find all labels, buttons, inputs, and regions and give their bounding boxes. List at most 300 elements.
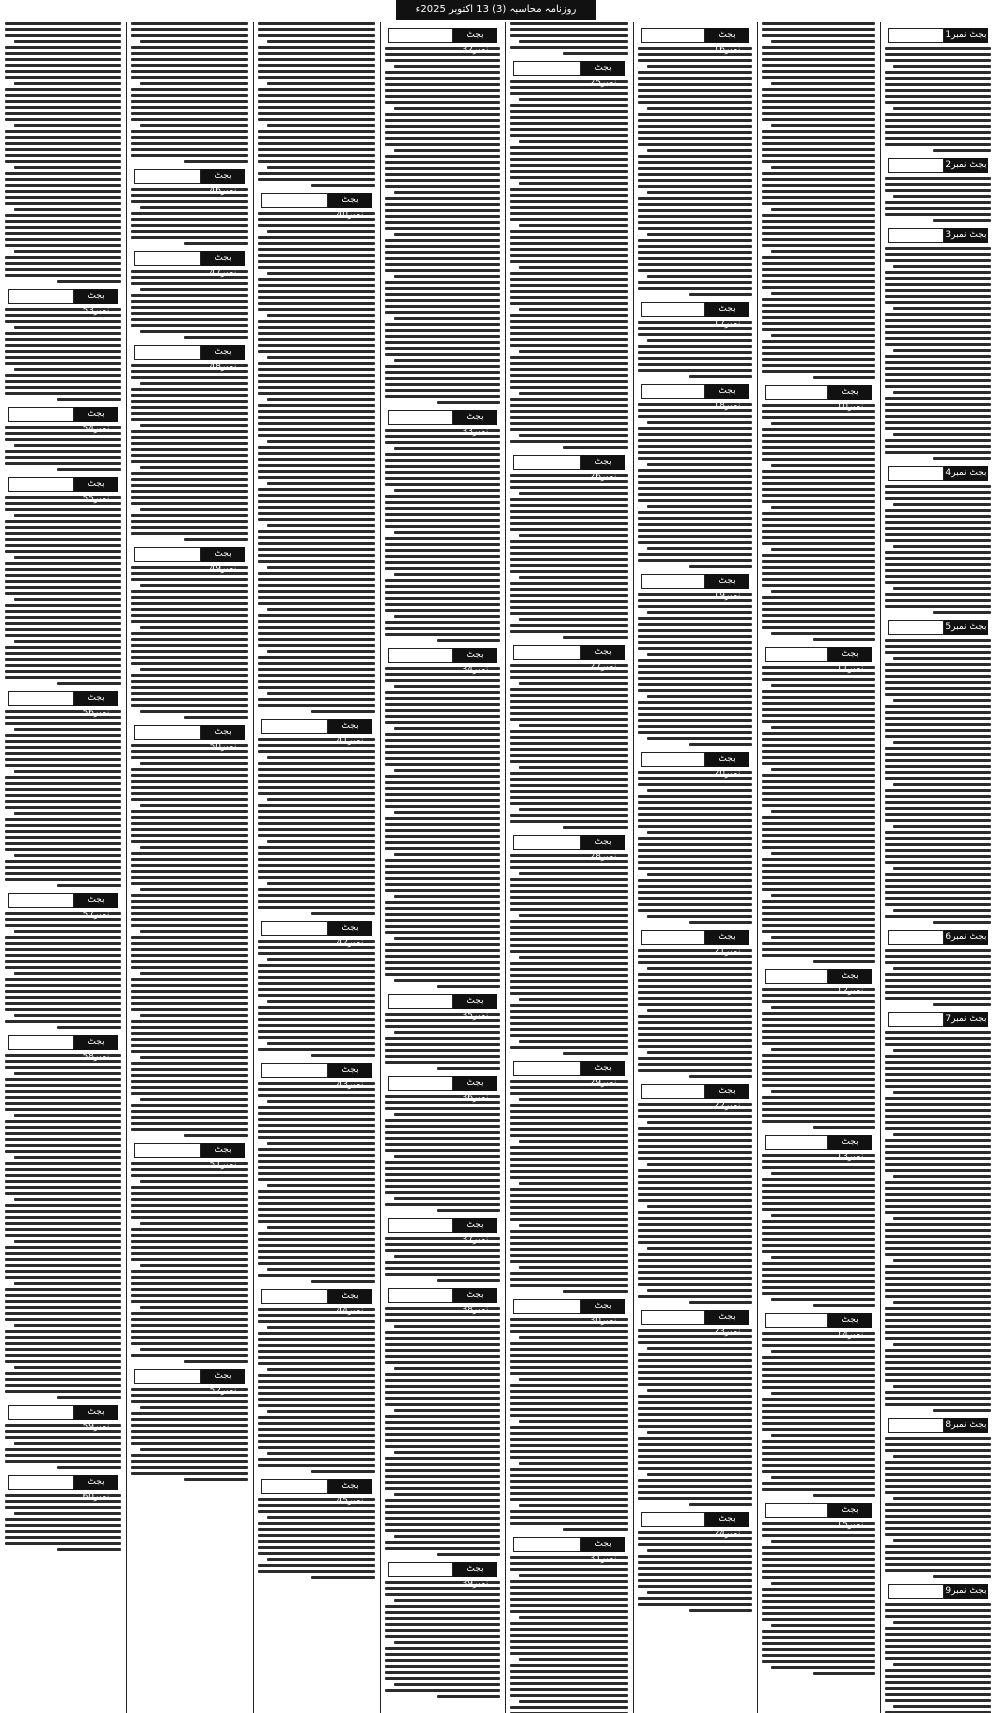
text-line xyxy=(638,493,752,496)
article-body xyxy=(507,22,631,55)
text-line xyxy=(638,1015,752,1018)
text-line xyxy=(5,1084,121,1087)
article-body xyxy=(382,47,503,404)
text-line xyxy=(5,88,121,91)
text-line xyxy=(267,1100,375,1103)
text-line xyxy=(5,1222,121,1225)
text-line xyxy=(131,400,248,403)
text-line xyxy=(771,166,875,169)
section xyxy=(2,893,124,1029)
text-line xyxy=(437,1067,500,1070)
text-line xyxy=(385,1457,500,1460)
text-line xyxy=(385,1605,500,1608)
text-line xyxy=(5,954,121,957)
text-line xyxy=(893,107,991,110)
text-line xyxy=(689,1075,752,1078)
text-line xyxy=(385,787,500,790)
text-line xyxy=(258,100,375,103)
text-line xyxy=(762,70,875,73)
heading-frame xyxy=(8,477,74,492)
text-line xyxy=(885,373,991,376)
text-line xyxy=(385,101,500,104)
text-line xyxy=(385,329,500,332)
text-line xyxy=(762,500,875,503)
text-line xyxy=(5,866,121,869)
section-heading xyxy=(8,893,118,920)
text-line xyxy=(510,110,628,113)
section-heading xyxy=(8,1405,118,1432)
newspaper-date-header xyxy=(396,0,596,20)
text-line xyxy=(638,855,752,858)
article-body xyxy=(507,1318,631,1531)
section xyxy=(635,1310,755,1506)
text-line xyxy=(258,266,375,269)
text-line xyxy=(885,663,991,666)
article-body xyxy=(128,22,251,163)
text-line xyxy=(131,1466,248,1469)
text-line xyxy=(813,1304,875,1307)
text-line xyxy=(140,382,248,385)
text-line xyxy=(267,524,375,527)
heading-frame xyxy=(8,691,74,706)
article-body xyxy=(882,47,994,152)
text-line xyxy=(885,415,991,418)
text-line xyxy=(258,686,375,689)
text-line xyxy=(510,760,628,763)
text-line xyxy=(762,1636,875,1639)
section-number-label: بجٹ نمبر22 xyxy=(705,1084,749,1099)
text-line xyxy=(638,1603,752,1606)
text-line xyxy=(258,976,375,979)
text-line xyxy=(258,386,375,389)
text-line xyxy=(762,160,875,163)
text-line xyxy=(131,1092,248,1095)
text-line xyxy=(893,1091,991,1094)
text-line xyxy=(762,1594,875,1597)
text-line xyxy=(885,277,991,280)
text-line xyxy=(885,1073,991,1076)
text-line xyxy=(762,1356,875,1359)
text-line xyxy=(510,1134,628,1137)
text-line xyxy=(885,855,991,858)
text-line xyxy=(14,82,121,85)
text-line xyxy=(638,1277,752,1280)
text-line xyxy=(258,1534,375,1537)
text-line xyxy=(885,497,991,500)
text-line xyxy=(394,979,500,982)
text-line xyxy=(519,182,628,185)
text-line xyxy=(762,512,875,515)
text-line xyxy=(638,1597,752,1600)
text-line xyxy=(771,1350,875,1353)
text-line xyxy=(131,1276,248,1279)
text-line xyxy=(5,652,121,655)
text-line xyxy=(510,1152,628,1155)
text-line xyxy=(510,146,628,149)
text-line xyxy=(258,470,375,473)
text-line xyxy=(762,1410,875,1413)
text-line xyxy=(385,1677,500,1680)
text-line xyxy=(638,635,752,638)
text-line xyxy=(885,421,991,424)
text-line xyxy=(885,367,991,370)
text-line xyxy=(5,52,121,55)
text-line xyxy=(510,1432,628,1435)
text-line xyxy=(5,238,121,241)
text-line xyxy=(510,1128,628,1131)
text-line xyxy=(510,1694,628,1697)
text-line xyxy=(885,961,991,964)
text-line xyxy=(893,1497,991,1500)
text-line xyxy=(638,1283,752,1286)
section xyxy=(635,574,755,746)
text-line xyxy=(638,701,752,704)
text-line xyxy=(510,1522,628,1525)
text-line xyxy=(267,650,375,653)
section-heading xyxy=(765,385,872,412)
text-line xyxy=(131,230,248,233)
text-line xyxy=(385,383,500,386)
text-line xyxy=(385,125,500,128)
text-line xyxy=(638,1193,752,1196)
text-line xyxy=(885,1253,991,1256)
text-line xyxy=(762,28,875,31)
text-line xyxy=(771,632,875,635)
text-line xyxy=(5,806,121,809)
text-line xyxy=(638,909,752,912)
text-line xyxy=(638,725,752,728)
text-line xyxy=(689,375,752,378)
text-line xyxy=(131,76,248,79)
text-line xyxy=(140,1056,248,1059)
text-line xyxy=(258,344,375,347)
text-line xyxy=(131,1270,248,1273)
text-line xyxy=(385,829,500,832)
text-line xyxy=(131,828,248,831)
text-line xyxy=(885,301,991,304)
text-line xyxy=(258,894,375,897)
text-line xyxy=(385,113,500,116)
section-number-label: بجٹ نمبر57 xyxy=(74,893,118,908)
text-line xyxy=(510,1652,628,1655)
text-line xyxy=(311,710,375,713)
text-line xyxy=(57,682,121,685)
text-line xyxy=(131,638,248,641)
text-line xyxy=(258,1190,375,1193)
text-line xyxy=(385,1173,500,1176)
text-line xyxy=(885,1367,991,1370)
text-line xyxy=(762,172,875,175)
text-line xyxy=(131,852,248,855)
section-number-label: بجٹ نمبر23 xyxy=(705,1310,749,1325)
text-line xyxy=(762,1612,875,1615)
text-line xyxy=(5,978,121,981)
section-heading xyxy=(888,158,988,173)
section-number-label: بجٹ نمبر18 xyxy=(705,384,749,399)
text-line xyxy=(131,436,248,439)
text-line xyxy=(885,1639,991,1642)
section-number-label: بجٹ نمبر36 xyxy=(453,1076,497,1091)
text-line xyxy=(258,260,375,263)
text-line xyxy=(762,918,875,921)
text-line xyxy=(131,148,248,151)
section xyxy=(507,645,631,829)
text-line xyxy=(638,1479,752,1482)
text-line xyxy=(5,676,121,679)
heading-frame xyxy=(888,1012,944,1027)
text-line xyxy=(131,1312,248,1315)
text-line xyxy=(510,600,628,603)
text-line xyxy=(885,1397,991,1400)
text-line xyxy=(385,1161,500,1164)
text-line xyxy=(519,1378,628,1381)
text-line xyxy=(762,476,875,479)
text-line xyxy=(762,738,875,741)
section-number-label: بجٹ نمبر60 xyxy=(74,1475,118,1490)
section xyxy=(255,1063,378,1283)
text-line xyxy=(762,1660,875,1663)
text-line xyxy=(510,796,628,799)
text-line xyxy=(885,687,991,690)
text-line xyxy=(258,1350,375,1353)
section xyxy=(128,251,251,339)
text-line xyxy=(140,972,248,975)
text-line xyxy=(638,713,752,716)
text-line xyxy=(510,570,628,573)
text-line xyxy=(762,1280,875,1283)
text-line xyxy=(5,990,121,993)
text-line xyxy=(385,119,500,122)
text-line xyxy=(638,1069,752,1072)
text-line xyxy=(647,421,752,424)
text-line xyxy=(762,678,875,681)
section xyxy=(2,407,124,471)
text-line xyxy=(762,106,875,109)
text-line xyxy=(885,1449,991,1452)
section-number-label: بجٹ نمبر31 xyxy=(581,1537,625,1552)
text-line xyxy=(385,89,500,92)
text-line xyxy=(5,1180,121,1183)
text-line xyxy=(885,789,991,792)
text-line xyxy=(762,286,875,289)
text-line xyxy=(131,906,248,909)
text-line xyxy=(638,439,752,442)
section-heading xyxy=(765,1313,872,1340)
text-line xyxy=(258,1428,375,1431)
text-line xyxy=(885,675,991,678)
text-line xyxy=(510,332,628,335)
text-line xyxy=(510,1450,628,1453)
article-body xyxy=(507,80,631,449)
text-line xyxy=(885,1271,991,1274)
text-line xyxy=(638,1241,752,1244)
text-line xyxy=(762,446,875,449)
text-line xyxy=(385,697,500,700)
section-number-label: بجٹ نمبر35 xyxy=(453,994,497,1009)
section-number-label: بجٹ نمبر14 xyxy=(828,1313,872,1328)
text-line xyxy=(258,350,375,353)
text-line xyxy=(258,988,375,991)
text-line xyxy=(5,1524,121,1527)
text-line xyxy=(893,1301,991,1304)
text-line xyxy=(5,936,121,939)
text-line xyxy=(771,852,875,855)
text-line xyxy=(933,1409,991,1412)
text-line xyxy=(385,1523,500,1526)
text-line xyxy=(885,813,991,816)
section-heading xyxy=(388,1562,497,1589)
text-line xyxy=(5,634,121,637)
text-line xyxy=(885,1693,991,1696)
text-line xyxy=(311,1280,375,1283)
text-line xyxy=(140,1222,248,1225)
text-line xyxy=(762,46,875,49)
text-line xyxy=(638,1033,752,1036)
text-line xyxy=(385,1167,500,1170)
section-number-label: بجٹ نمبر49 xyxy=(201,547,245,562)
text-line xyxy=(638,1259,752,1262)
text-line xyxy=(258,106,375,109)
text-line xyxy=(510,260,628,263)
section-heading xyxy=(8,691,118,718)
section xyxy=(255,921,378,1057)
section-number-label: بجٹ نمبر11 xyxy=(828,647,872,662)
article-body xyxy=(255,1308,378,1473)
text-line xyxy=(5,830,121,833)
text-line xyxy=(762,1096,875,1099)
text-line xyxy=(385,1125,500,1128)
text-line xyxy=(762,76,875,79)
text-line xyxy=(385,1469,500,1472)
section-heading xyxy=(8,477,118,504)
section-number-label: بجٹ نمبر43 xyxy=(328,1063,372,1078)
text-line xyxy=(258,572,375,575)
text-line xyxy=(510,718,628,721)
text-line xyxy=(258,1570,375,1573)
text-line xyxy=(258,284,375,287)
text-line xyxy=(5,520,121,523)
text-line xyxy=(762,470,875,473)
text-line xyxy=(885,1443,991,1446)
text-line xyxy=(5,610,121,613)
text-line xyxy=(5,332,121,335)
text-line xyxy=(385,347,500,350)
text-line xyxy=(258,94,375,97)
text-line xyxy=(510,878,628,881)
text-line xyxy=(258,464,375,467)
text-line xyxy=(885,101,991,104)
section xyxy=(255,1479,378,1579)
article-body xyxy=(882,1437,994,1578)
text-line xyxy=(638,861,752,864)
article-body xyxy=(2,1054,124,1399)
text-line xyxy=(258,614,375,617)
text-line xyxy=(131,692,248,695)
text-line xyxy=(638,1265,752,1268)
text-line xyxy=(5,562,121,565)
text-line xyxy=(638,1419,752,1422)
text-line xyxy=(5,842,121,845)
text-line xyxy=(885,1151,991,1154)
text-line xyxy=(510,158,628,161)
text-line xyxy=(131,948,248,951)
text-line xyxy=(689,293,752,296)
text-line xyxy=(771,82,875,85)
text-line xyxy=(258,1160,375,1163)
text-line xyxy=(258,680,375,683)
text-line xyxy=(385,1143,500,1146)
text-line xyxy=(510,278,628,281)
text-line xyxy=(510,422,628,425)
text-line xyxy=(510,748,628,751)
text-line xyxy=(762,1018,875,1021)
text-line xyxy=(885,753,991,756)
text-line xyxy=(258,1274,375,1277)
text-line xyxy=(510,676,628,679)
text-line xyxy=(893,1175,991,1178)
text-line xyxy=(5,462,121,465)
text-line xyxy=(131,1210,248,1213)
text-line xyxy=(5,244,121,247)
text-line xyxy=(638,469,752,472)
text-line xyxy=(140,330,248,333)
text-line xyxy=(519,766,628,769)
text-line xyxy=(385,1511,500,1514)
text-line xyxy=(762,714,875,717)
text-line xyxy=(510,814,628,817)
text-line xyxy=(510,128,628,131)
text-line xyxy=(131,454,248,457)
text-line xyxy=(394,107,500,110)
text-line xyxy=(385,591,500,594)
section-heading xyxy=(888,620,988,635)
column-divider xyxy=(880,22,881,1713)
text-line xyxy=(510,1016,628,1019)
text-line xyxy=(638,605,752,608)
text-line xyxy=(5,1096,121,1099)
text-line xyxy=(813,376,875,379)
text-line xyxy=(5,1204,121,1207)
text-line xyxy=(5,1126,121,1129)
text-line xyxy=(885,831,991,834)
text-line xyxy=(762,1380,875,1383)
text-line xyxy=(771,250,875,253)
text-line xyxy=(385,77,500,80)
text-line xyxy=(131,1020,248,1023)
text-line xyxy=(885,1211,991,1214)
text-line xyxy=(5,758,121,761)
heading-frame xyxy=(134,345,201,360)
text-line xyxy=(131,418,248,421)
text-line xyxy=(267,166,375,169)
text-line xyxy=(762,1286,875,1289)
text-line xyxy=(771,548,875,551)
section xyxy=(382,994,503,1070)
text-line xyxy=(385,1349,500,1352)
text-line xyxy=(131,112,248,115)
text-line xyxy=(885,1223,991,1226)
text-line xyxy=(885,125,991,128)
text-line xyxy=(258,1036,375,1039)
text-line xyxy=(510,314,628,317)
text-line xyxy=(762,1452,875,1455)
text-line xyxy=(510,1158,628,1161)
text-line xyxy=(131,1282,248,1285)
text-line xyxy=(510,498,628,501)
text-line xyxy=(647,107,752,110)
text-line xyxy=(258,368,375,371)
text-line xyxy=(510,778,628,781)
